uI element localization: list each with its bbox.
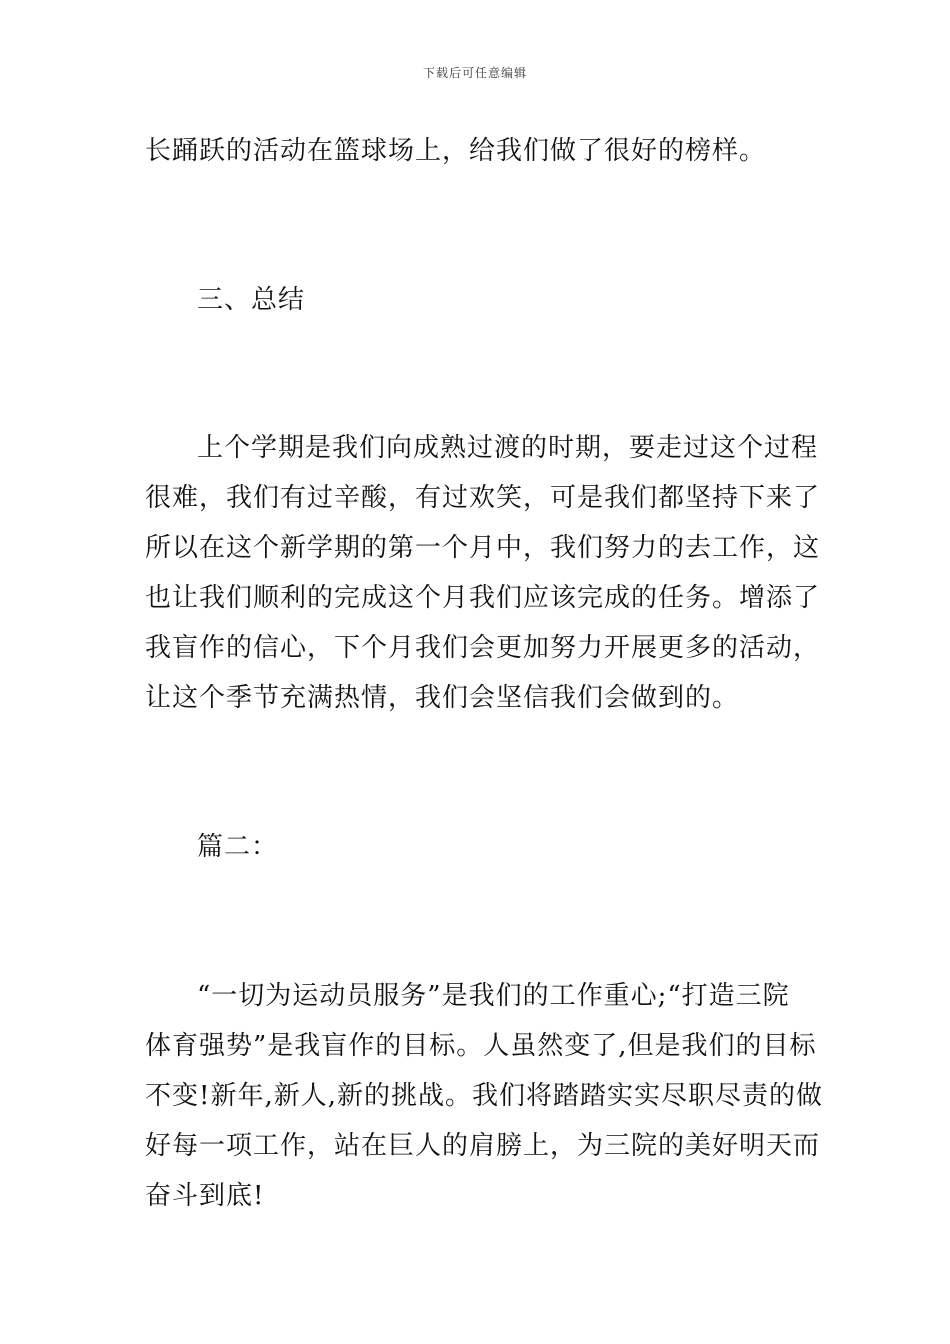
text-line: 上个学期是我们向成熟过渡的时期，要走过这个过程 — [197, 433, 819, 463]
text-line: 我盲作的信心，下个月我们会更加努力开展更多的活动， — [145, 633, 821, 663]
text-line: 让这个季节充满热情，我们会坚信我们会做到的。 — [145, 683, 740, 713]
text-line: 所以在这个新学期的第一个月中，我们努力的去工作，这 — [145, 533, 821, 563]
text-line: 长踊跃的活动在篮球场上，给我们做了很好的榜样。 — [145, 136, 767, 166]
section-heading: 篇二： — [197, 832, 279, 862]
text-line: 奋斗到底! — [145, 1181, 265, 1211]
section-heading: 三、总结 — [197, 285, 306, 315]
text-line: 体育强势”是我盲作的目标。人虽然变了,但是我们的目标 — [145, 1031, 817, 1061]
text-line: 好每一项工作，站在巨人的肩膀上，为三院的美好明天而 — [145, 1131, 821, 1161]
text-line: “一切为运动员服务”是我们的工作重心;“打造三院 — [197, 981, 790, 1011]
page-header: 下载后可任意编辑 — [422, 66, 527, 80]
text-line: 也让我们顺利的完成这个月我们应该完成的任务。增添了 — [145, 583, 821, 613]
text-line: 很难，我们有过辛酸，有过欢笑，可是我们都坚持下来了 — [145, 483, 821, 513]
text-line: 不变!新年,新人,新的挑战。我们将踏踏实实尽职尽责的做 — [145, 1081, 823, 1111]
